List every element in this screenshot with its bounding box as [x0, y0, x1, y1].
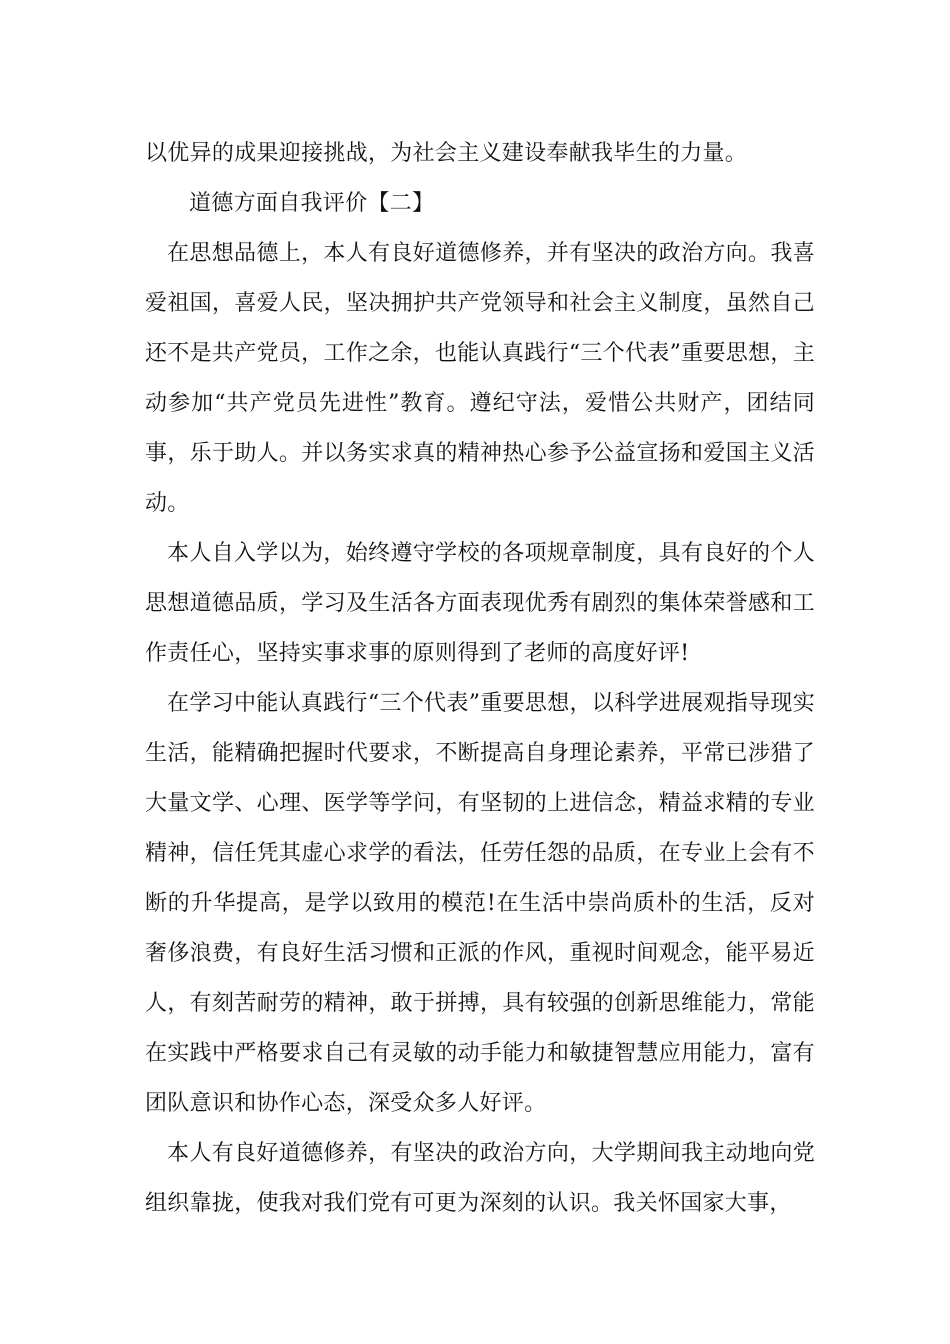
- paragraph-school-conduct: 本人自入学以为，始终遵守学校的各项规章制度，具有良好的个人思想道德品质，学习及生活各方面表现优秀有剧烈的集体荣誉感和工作责任心，坚持实事求事的原则得到了老师的高度好评!: [145, 541, 815, 666]
- opening-line: 以优异的成果迎接挑战，为社会主义建设奉献我毕生的力量。: [145, 141, 748, 166]
- paragraph-political-stance: 在思想品德上，本人有良好道德修养，并有坚决的政治方向。我喜爱祖国，喜爱人民，坚决拥护共产党领导和社会主义制度，虽然自己还不是共产党员，工作之余，也能认真践行“三个代表”重要思想，主动参加“共产党员先进性”教育。遵纪守法，爱惜公共财产，团结同事，乐于助人。并以务实求真的精神热心参予公益宣扬和爱国主义活动。: [145, 241, 815, 516]
- section-heading: 道德方面自我评价【二】: [189, 191, 435, 216]
- paragraph-party-awareness: 本人有良好道德修养，有坚决的政治方向，大学期间我主动地向党组织靠拢，使我对我们党有可更为深刻的认识。我关怀国家大事，: [145, 1141, 815, 1216]
- paragraph-study-and-life: 在学习中能认真践行“三个代表”重要思想，以科学进展观指导现实生活，能精确把握时代要求，不断提高自身理论素养，平常已涉猎了大量文学、心理、医学等学问，有坚韧的上进信念，精益求精的专业精神，信任凭其虚心求学的看法，任劳任怨的品质，在专业上会有不断的升华提高，是学以致用的模范!在生活中崇尚质朴的生活，反对奢侈浪费，有良好生活习惯和正派的作风，重视时间观念，能平易近人，有刻苦耐劳的精神，敢于拼搏，具有较强的创新思维能力，常能在实践中严格要求自己有灵敏的动手能力和敏捷智慧应用能力，富有团队意识和协作心态，深受众多人好评。: [145, 691, 815, 1116]
- document-body: [145, 129, 815, 1229]
